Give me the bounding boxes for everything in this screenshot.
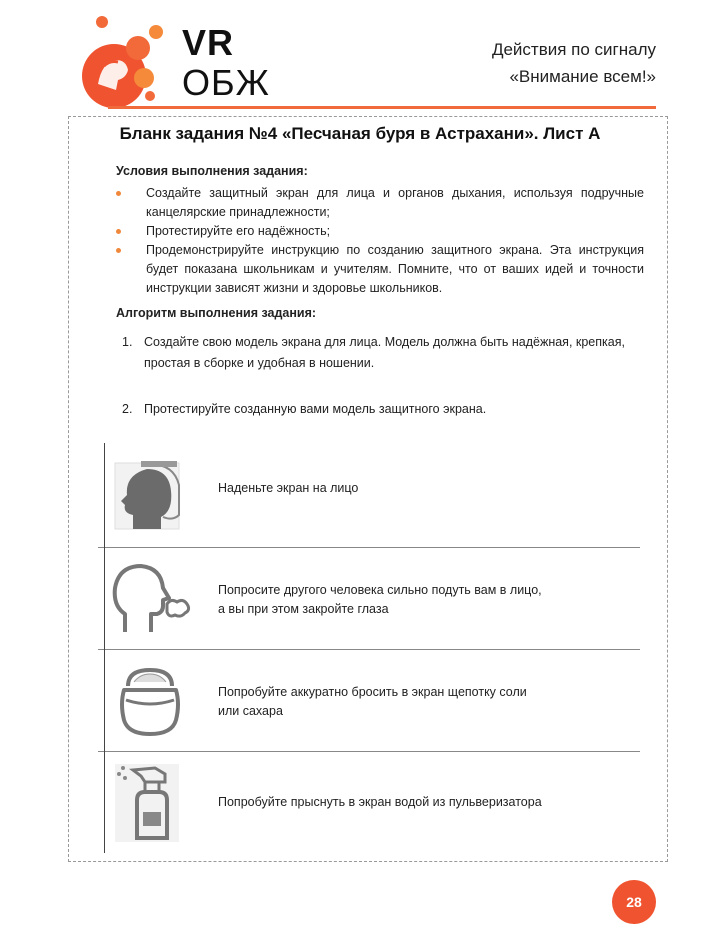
list-item: Создайте защитный экран для лица и органов дыхания, используя подручные канцелярские принадлежности; (112, 184, 644, 222)
brand-obzh: ОБЖ (182, 62, 270, 103)
test-instruction (218, 581, 638, 619)
test-line: Попробуйте аккуратно бросить в экран щепотку соли (218, 685, 527, 699)
step-number: 1. (122, 335, 133, 349)
algorithm-step-1 (122, 332, 642, 374)
header-subtitle (492, 36, 656, 90)
header-divider (108, 106, 656, 109)
salt-jar-icon (98, 649, 202, 751)
table-row (98, 547, 640, 649)
step-text: Создайте свою модель экрана для лица. Модель должна быть надёжная, крепкая, простая в сборке и удобная в ношении. (144, 335, 625, 370)
test-line: а вы при этом закройте глаза (218, 602, 389, 616)
step-text: Протестируйте созданную вами модель защитного экрана. (144, 402, 487, 416)
algorithm-heading: Алгоритм выполнения задания: (116, 306, 317, 320)
face-shield-icon (98, 443, 202, 547)
test-instruction (218, 793, 638, 812)
page-number-badge: 28 (612, 880, 656, 924)
test-instruction (218, 683, 638, 721)
list-item: Протестируйте его надёжность; (112, 222, 644, 241)
header-subtitle-line2: «Внимание всем!» (509, 67, 656, 86)
table-row (98, 751, 640, 853)
step-number: 2. (122, 402, 133, 416)
blowing-face-icon (98, 547, 202, 649)
vr-obzh-logo (64, 14, 174, 110)
conditions-list (112, 184, 644, 298)
conditions-heading: Условия выполнения задания: (116, 164, 308, 178)
test-line: Попробуйте прыснуть в экран водой из пульверизатора (218, 795, 542, 809)
page-title: Бланк задания №4 «Песчаная буря в Астрахани». Лист А (119, 124, 601, 143)
list-item: Продемонстрируйте инструкцию по созданию защитного экрана. Эта инструкция будет показана школьникам и учителям. Помните, что от ваших идей и точности инструкции зависят жизни и здоровье школьников. (112, 241, 644, 298)
brand-vr: VR (182, 22, 235, 63)
table-column-divider (104, 443, 105, 853)
test-line: или сахара (218, 704, 283, 718)
algorithm-step-2 (122, 399, 642, 420)
header-subtitle-line1: Действия по сигналу (491, 40, 656, 59)
test-instruction (218, 479, 638, 498)
test-line: Попросите другого человека сильно подуть вам в лицо, (218, 583, 542, 597)
table-row (98, 649, 640, 751)
spray-bottle-icon (98, 751, 202, 853)
test-line: Наденьте экран на лицо (218, 481, 359, 495)
table-row (98, 443, 640, 547)
